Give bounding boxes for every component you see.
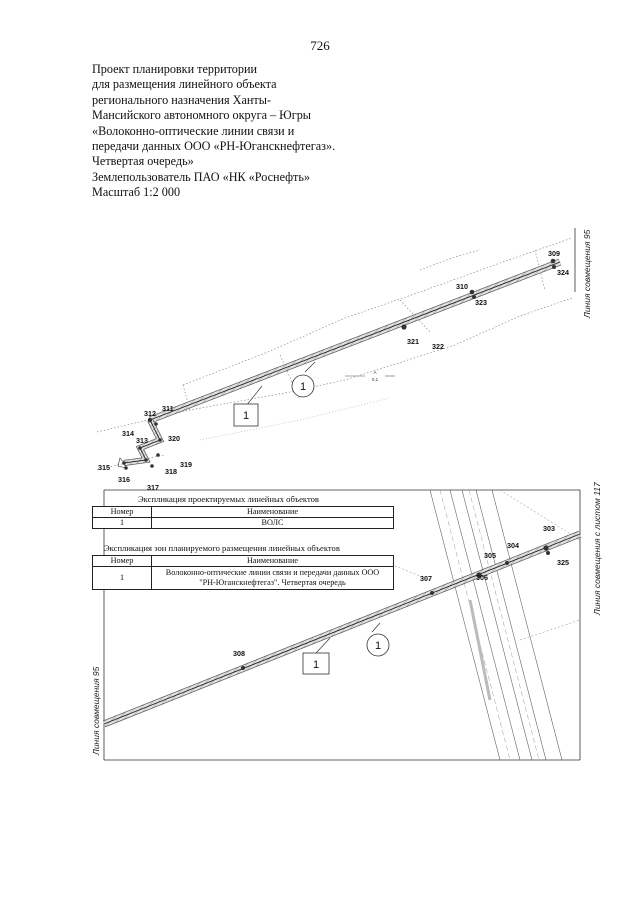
point-label: 320	[168, 434, 180, 443]
scale-value: 0,1	[371, 377, 379, 382]
vertex-point	[430, 591, 434, 595]
road-edge	[430, 490, 500, 760]
point-label: 309	[548, 249, 560, 258]
vertex-point	[470, 290, 475, 295]
table-header: Наименование	[152, 507, 394, 518]
cable-line	[150, 262, 560, 420]
point-label: 303	[543, 524, 555, 533]
leader-line	[372, 623, 380, 632]
road-edge	[450, 490, 520, 760]
scale-line: Масштаб 1:2 000	[92, 185, 181, 200]
vertex-point	[546, 551, 550, 555]
point-label: 317	[147, 483, 159, 492]
vertex-point	[148, 418, 152, 422]
table-cell: 1	[93, 567, 152, 590]
object-tag: 1	[242, 410, 250, 422]
boundary-line	[200, 398, 390, 440]
header-line: Проект планировки территории	[92, 62, 258, 76]
point-label: 318	[165, 467, 177, 476]
vertex-point	[124, 466, 128, 470]
table-row	[93, 567, 394, 590]
leader-line	[246, 386, 262, 406]
boundary-line	[420, 250, 480, 270]
point-label: 306	[476, 573, 488, 582]
table-cell: ВОЛС	[152, 518, 394, 529]
header-line: Четвертая очередь»	[92, 154, 194, 169]
point-label: 307	[420, 574, 432, 583]
table-cell: 1	[93, 518, 152, 529]
vertex-point	[156, 453, 160, 457]
header-line: регионального назначения Ханты-	[92, 92, 271, 107]
boundary-line	[520, 620, 580, 640]
road-edge	[476, 490, 546, 760]
zone-tag: 1	[299, 381, 307, 393]
vertex-point	[543, 545, 548, 550]
point-label: 304	[507, 541, 519, 550]
point-label: 315	[98, 463, 110, 472]
point-label: 308	[233, 649, 245, 658]
vertex-point	[505, 561, 509, 565]
side-label-top-right: Линия совмещения 95	[582, 229, 592, 318]
point-label: 321	[407, 337, 419, 346]
table-cell: Волоконно-оптические линии связи и передачи данных ООО "РН-Юганскнефтегаз". Четвертая очередь	[152, 567, 394, 590]
vertex-point	[150, 464, 154, 468]
header-line: для размещения линейного объекта	[92, 77, 277, 92]
point-label: 322	[432, 342, 444, 351]
boundary-line	[500, 490, 580, 540]
object-tag: 1	[312, 659, 320, 671]
scale-label: А	[373, 370, 377, 375]
vertex-point	[241, 666, 245, 670]
vertex-point	[551, 259, 556, 264]
objects-table	[92, 506, 394, 529]
vertex-point	[138, 446, 142, 450]
point-label: 312	[144, 409, 156, 418]
table-header: Наименование	[152, 556, 394, 567]
header-line: Мансийского автономного округа – Югры	[92, 108, 311, 123]
zones-table	[92, 555, 394, 590]
point-label: 313	[136, 436, 148, 445]
objects-table-caption: Экспликация проектируемых линейных объектов	[138, 494, 319, 504]
point-label: 314	[122, 429, 134, 438]
table-row	[93, 518, 394, 529]
header-line: Землепользователь ПАО «НК «Роснефть»	[92, 169, 311, 184]
zone-tag: 1	[374, 640, 382, 652]
point-label: 323	[475, 298, 487, 307]
point-label: 311	[162, 404, 174, 413]
boundary-line	[183, 238, 572, 385]
point-label: 325	[557, 558, 569, 567]
side-label-bottom-right: Линия совмещения с листом 117	[592, 482, 602, 615]
upper-map	[97, 228, 592, 492]
vertex-point	[154, 422, 158, 426]
vertex-point	[552, 265, 556, 269]
road-shade	[470, 600, 490, 700]
vertex-point	[144, 458, 148, 462]
point-label: 324	[557, 268, 569, 277]
table-header: Номер	[93, 507, 152, 518]
header-line: передачи данных ООО «РН-Юганскнефтегаз».	[92, 139, 336, 154]
zones-table-caption: Экспликация зон планируемого размещения линейных объектов	[104, 543, 340, 553]
page-number: 726	[310, 38, 330, 53]
vertex-point	[158, 438, 162, 442]
point-label: 319	[180, 460, 192, 469]
point-label: 316	[118, 475, 130, 484]
leader-line	[305, 362, 315, 372]
table-header: Номер	[93, 556, 152, 567]
vertex-point	[401, 324, 406, 329]
road-edge	[462, 490, 532, 760]
point-label: 305	[484, 551, 496, 560]
road-axis	[469, 490, 539, 760]
point-label: 310	[456, 282, 468, 291]
header-line: «Волоконно-оптические линии связи и	[92, 123, 295, 138]
side-label-bottom-left: Линия совмещения 95	[91, 666, 101, 755]
vertex-point	[122, 461, 126, 465]
